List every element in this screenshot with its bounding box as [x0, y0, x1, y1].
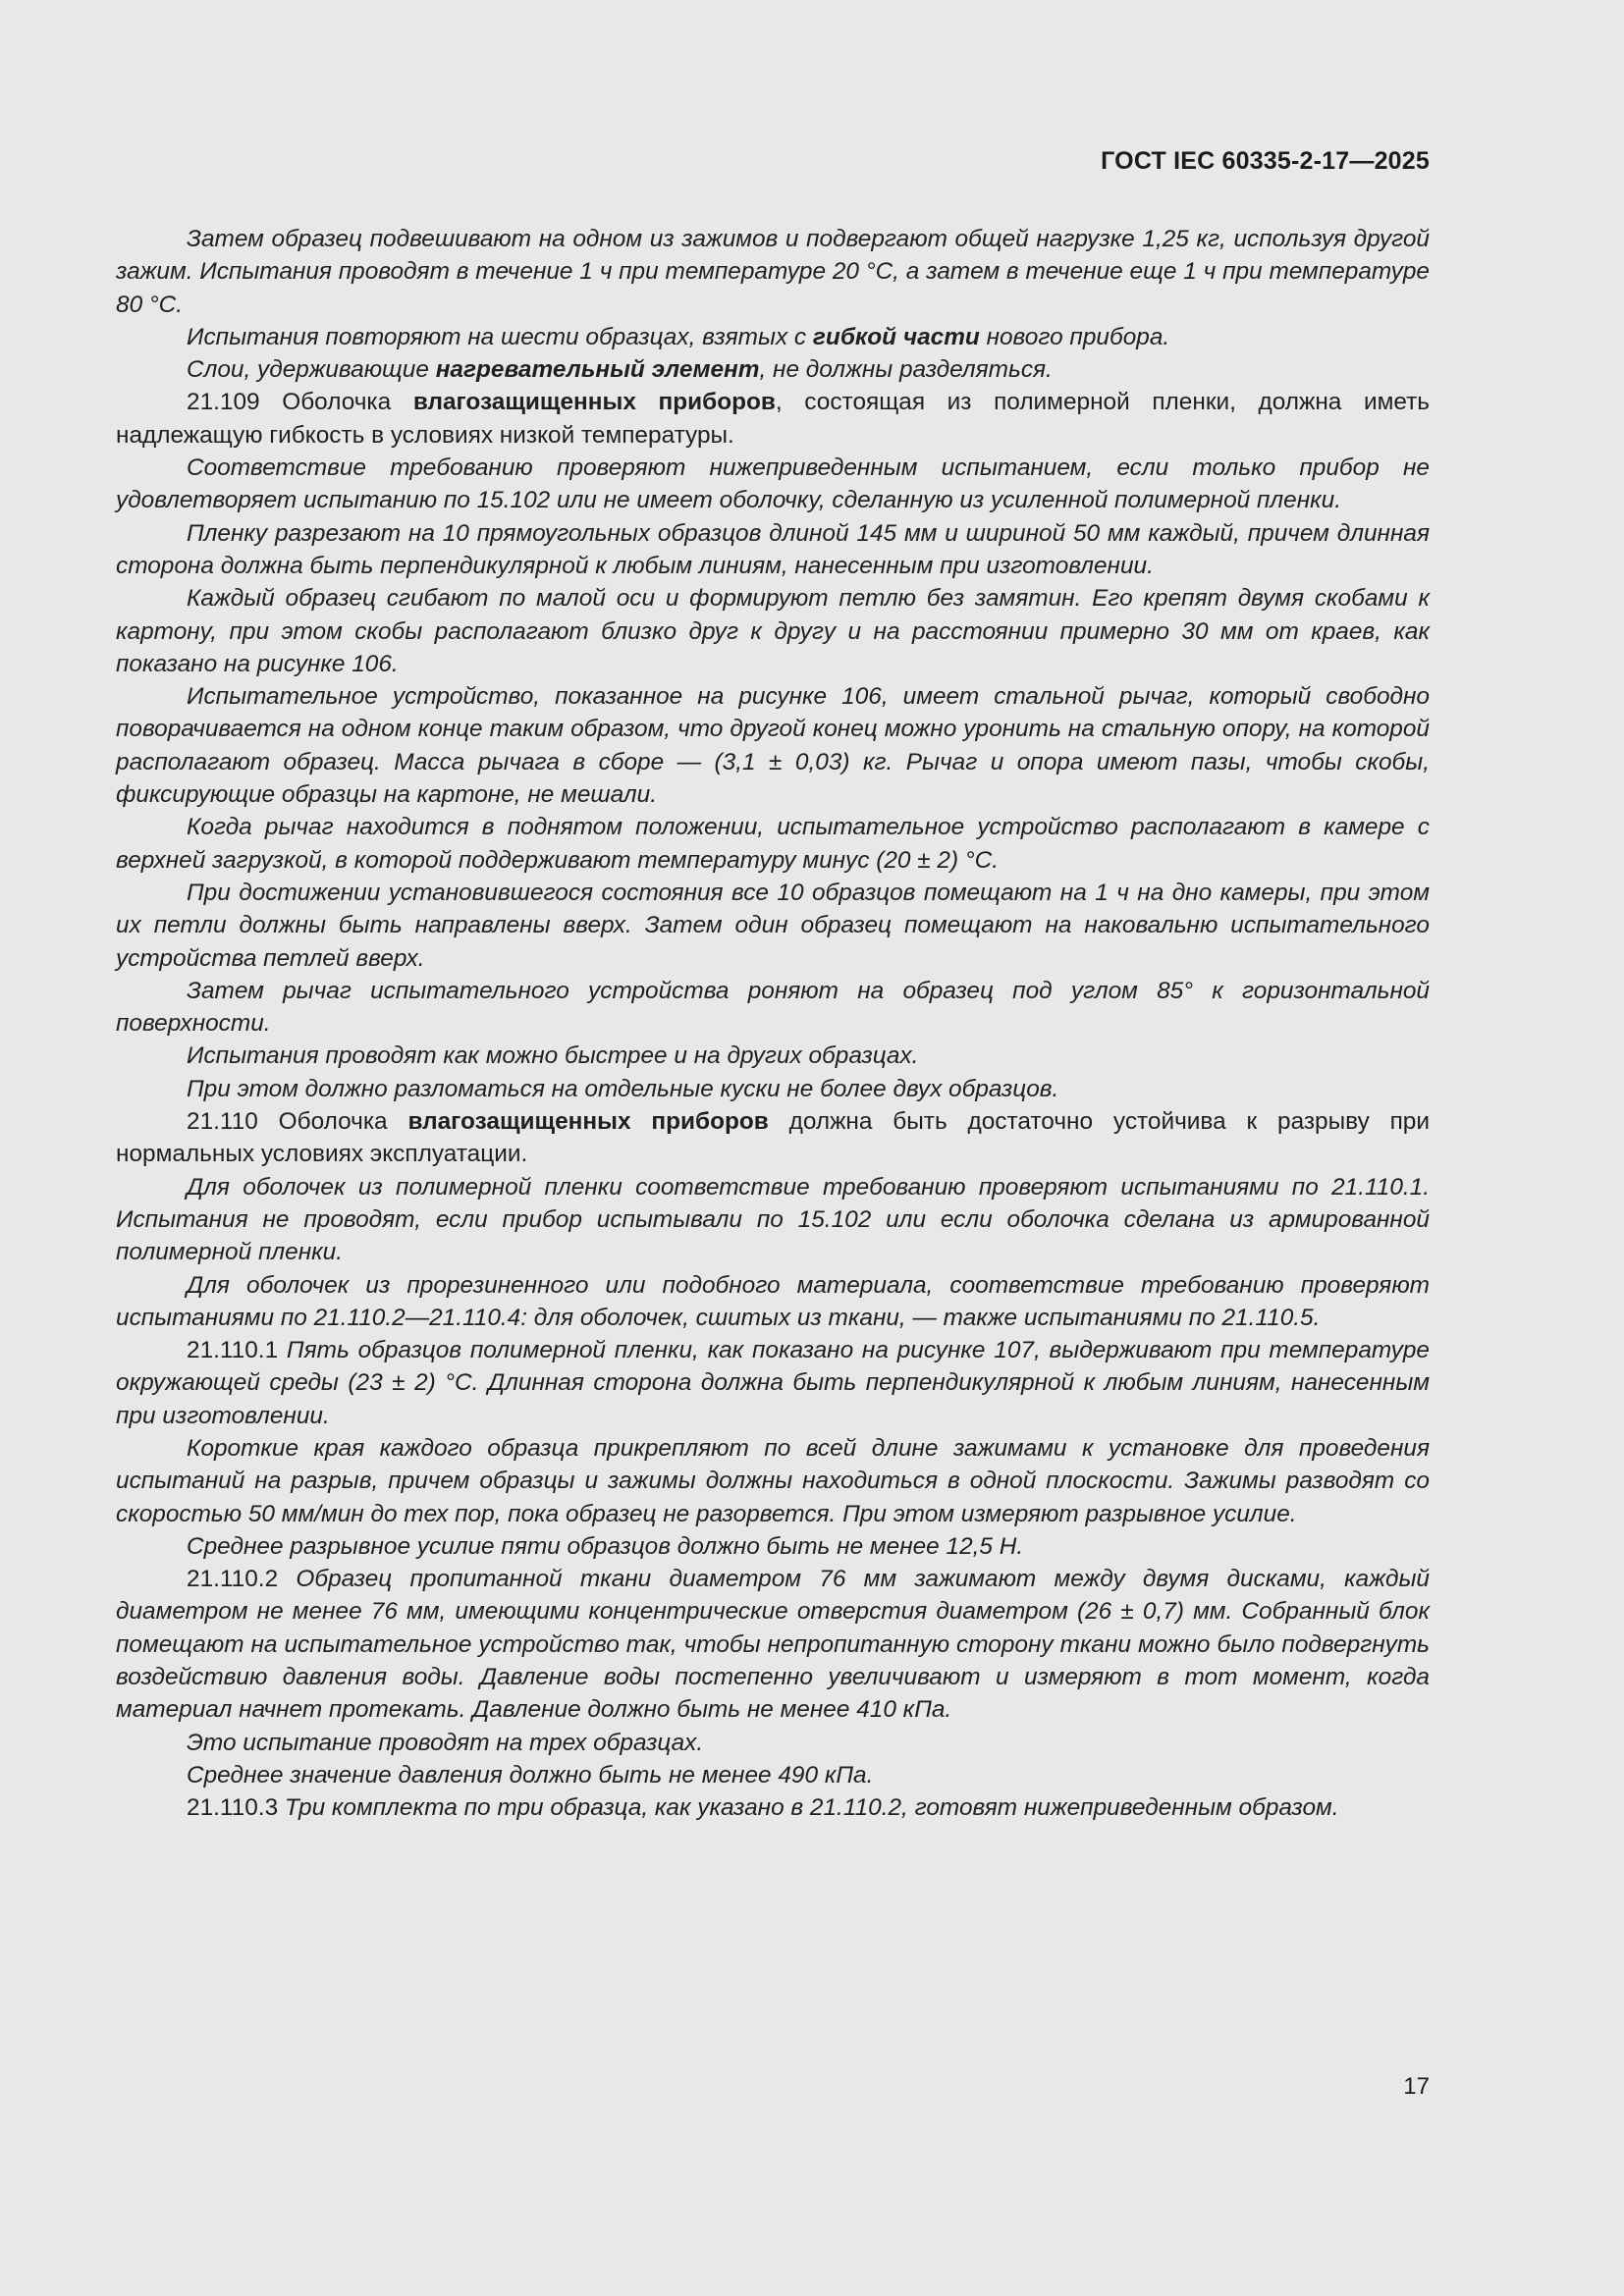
paragraph: Среднее значение давления должно быть не менее 490 кПа.: [187, 1761, 874, 1789]
paragraph: Испытания проводят как можно быстрее и на других образцах.: [187, 1042, 919, 1070]
paragraph: Для оболочек из полимерной пленки соответствие требованию проверяют испытаниями по 21.110.1. Испытания не проводят, если прибор испытывали по 15.102 или если оболочка сделана из армированной полимерной пленки.: [116, 1173, 1430, 1266]
document-code-header: ГОСТ IEC 60335-2-17—2025: [1101, 147, 1430, 175]
defined-term: влагозащищенных приборов: [407, 1108, 769, 1136]
clause-paragraph: 21.110.2 Образец пропитанной ткани диаметром 76 мм зажимают между двумя дисками, каждый диаметром не менее 76 мм, имеющими концентрические отверстия диаметром (26 ± 0,7) мм. Собранный блок помещают на испытательное устройство так, чтобы непропитанную сторону ткани можно было подвергнуть воздействию давления воды. Давление воды постепенно увеличивают и измеряют в тот момент, когда материал начнет протекать. Давление должно быть не менее 410 кПа.: [116, 1566, 1430, 1724]
paragraph: Пленку разрезают на 10 прямоугольных образцов длиной 145 мм и шириной 50 мм каждый, причем длинная сторона должна быть перпендикулярной к любым линиям, нанесенным при изготовлении.: [116, 519, 1430, 579]
paragraph: Испытательное устройство, показанное на рисунке 106, имеет стальной рычаг, который свободно поворачивается на одном конце таким образом, что другой конец можно уронить на стальную опору, на которой располагают образец. Масса рычага в сборе — (3,1 ± 0,03) кг. Рычаг и опора имеют пазы, чтобы скобы, фиксирующие образцы на картоне, не мешали.: [116, 683, 1430, 809]
clause-paragraph: 21.110.3 Три комплекта по три образца, как указано в 21.110.2, готовят нижеприведенным образом.: [187, 1794, 1339, 1822]
clause-paragraph: 21.110 Оболочка влагозащищенных приборов должна быть достаточно устойчива к разрыву при нормальных условиях эксплуатации.: [116, 1108, 1430, 1168]
paragraph: При достижении установившегося состояния все 10 образцов помещают на 1 ч на дно камеры, при этом их петли должны быть направлены вверх. Затем один образец помещают на наковальню испытательного устройства петлей вверх.: [116, 879, 1430, 972]
paragraph: Короткие края каждого образца прикрепляют по всей длине зажимами к установке для проведения испытаний на разрыв, причем образцы и зажимы должны находиться в одной плоскости. Зажимы разводят со скоростью 50 мм/мин до тех пор, пока образец не разорвется. При этом измеряют разрывное усилие.: [116, 1434, 1430, 1527]
paragraph: Когда рычаг находится в поднятом положении, испытательное устройство располагают в камере с верхней загрузкой, в которой поддерживают температуру минус (20 ± 2) °С.: [116, 814, 1430, 874]
paragraph: Это испытание проводят на трех образцах.: [187, 1729, 704, 1756]
page-number: 17: [1403, 2073, 1430, 2100]
paragraph: Слои, удерживающие нагревательный элемент, не должны разделяться.: [187, 356, 1053, 384]
clause-number: 21.110.1: [187, 1337, 279, 1364]
clause-number: 21.110.2: [187, 1566, 279, 1593]
paragraph: Затем образец подвешивают на одном из зажимов и подвергают общей нагрузке 1,25 кг, используя другой зажим. Испытания проводят в течение 1 ч при температуре 20 °С, а затем в течение еще 1 ч при температуре 80 °С.: [116, 226, 1430, 318]
clause-number: 21.109: [187, 389, 260, 416]
paragraph: Каждый образец сгибают по малой оси и формируют петлю без замятин. Его крепят двумя скобами к картону, при этом скобы располагают близко друг к другу и на расстоянии примерно 30 мм от краев, как показано на рисунке 106.: [116, 585, 1430, 677]
paragraph: Среднее разрывное усилие пяти образцов должно быть не менее 12,5 Н.: [187, 1532, 1024, 1560]
paragraph: Затем рычаг испытательного устройства роняют на образец под углом 85° к горизонтальной поверхности.: [116, 977, 1430, 1038]
defined-term: нагревательный элемент: [435, 356, 760, 384]
clause-number: 21.110: [187, 1108, 258, 1136]
clause-paragraph: 21.110.1 Пять образцов полимерной пленки, как показано на рисунке 107, выдерживают при температуре окружающей среды (23 ± 2) °С. Длинная сторона должна быть перпендикулярной к любым линиям, нанесенным при изготовлении.: [116, 1337, 1430, 1429]
paragraph: Испытания повторяют на шести образцах, взятых с гибкой части нового прибора.: [187, 323, 1170, 350]
paragraph: Для оболочек из прорезиненного или подобного материала, соответствие требованию проверяют испытаниями по 21.110.2—21.110.4: для оболочек, сшитых из ткани, — также испытаниями по 21.110.5.: [116, 1271, 1430, 1331]
clause-number: 21.110.3: [187, 1794, 279, 1822]
defined-term: гибкой части: [812, 323, 980, 350]
clause-paragraph: 21.109 Оболочка влагозащищенных приборов, состоящая из полимерной пленки, должна иметь надлежащую гибкость в условиях низкой температуры.: [116, 389, 1430, 449]
defined-term: влагозащищенных приборов: [412, 389, 776, 416]
body-text: [116, 223, 1430, 1825]
paragraph: При этом должно разломаться на отдельные куски не более двух образцов.: [187, 1075, 1059, 1102]
paragraph: Соответствие требованию проверяют нижеприведенным испытанием, если только прибор не удовлетворяет испытанию по 15.102 или не имеет оболочку, сделанную из усиленной полимерной пленки.: [116, 454, 1430, 514]
